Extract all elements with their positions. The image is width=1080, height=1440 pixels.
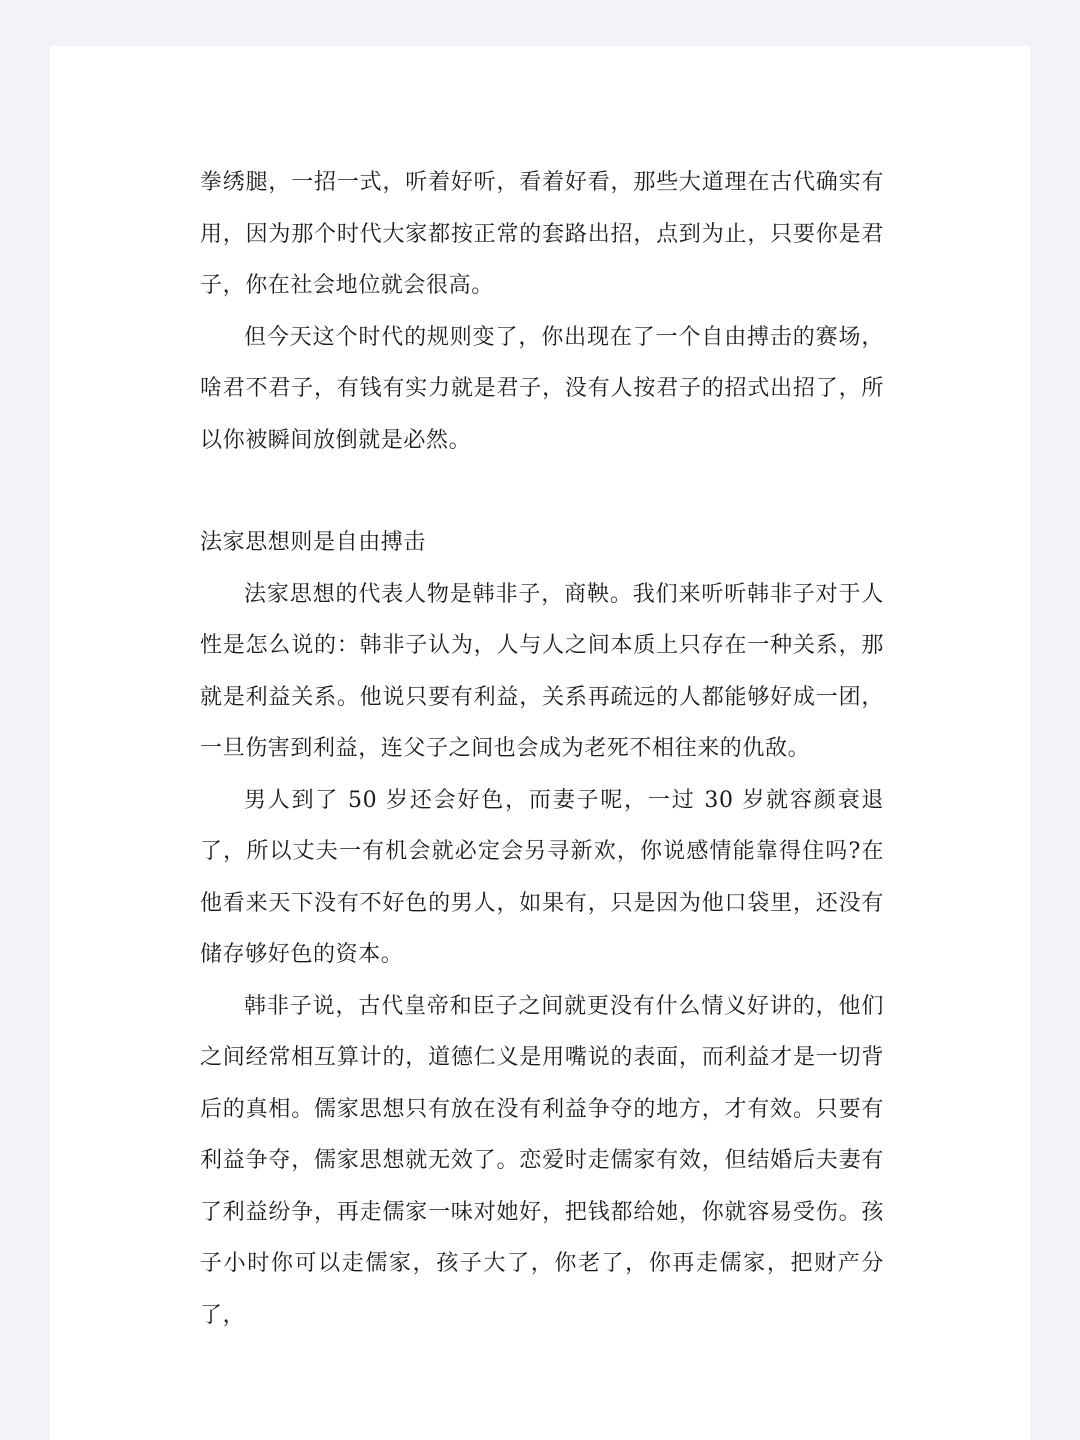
paragraph: 韩非子说，古代皇帝和臣子之间就更没有什么情义好讲的，他们之间经常相互算计的，道德仁义是用嘴说的表面，而利益才是一切背后的真相。儒家思想只有放在没有利益争夺的地方，才有效。只要有利益争夺，儒家思想就无效了。恋爱时走儒家有效，但结婚后夫妻有了利益纷争，再走儒家一味对她好，把钱都给她，你就容易受伤。孩子小时你可以走儒家，孩子大了，你老了，你再走儒家，把财产分了， <box>200 993 884 1328</box>
paragraph: 法家思想的代表人物是韩非子，商鞅。我们来听听韩非子对于人性是怎么说的：韩非子认为，人与人之间本质上只存在一种关系，那就是利益关系。他说只要有利益，关系再疏远的人都能够好成一团，一旦伤害到利益，连父子之间也会成为老死不相往来的仇敌。 <box>200 581 884 761</box>
document-body <box>200 157 884 1341</box>
paragraph-continuation: 拳绣腿，一招一式，听着好听，看着好看，那些大道理在古代确实有用，因为那个时代大家都按正常的套路出招，点到为止，只要你是君子，你在社会地位就会很高。 <box>200 170 884 298</box>
paragraph: 但今天这个时代的规则变了，你出现在了一个自由搏击的赛场，啥君不君子，有钱有实力就是君子，没有人按君子的招式出招了，所以你被瞬间放倒就是必然。 <box>200 324 884 453</box>
section-heading: 法家思想则是自由搏击 <box>200 530 427 555</box>
paragraph: 男人到了 50 岁还会好色，而妻子呢，一过 30 岁就容颜衰退了，所以丈夫一有机会就必定会另寻新欢，你说感情能靠得住吗?在他看来天下没有不好色的男人，如果有，只是因为他口袋里，还没有储存够好色的资本。 <box>200 787 884 967</box>
document-page <box>50 46 1030 1440</box>
